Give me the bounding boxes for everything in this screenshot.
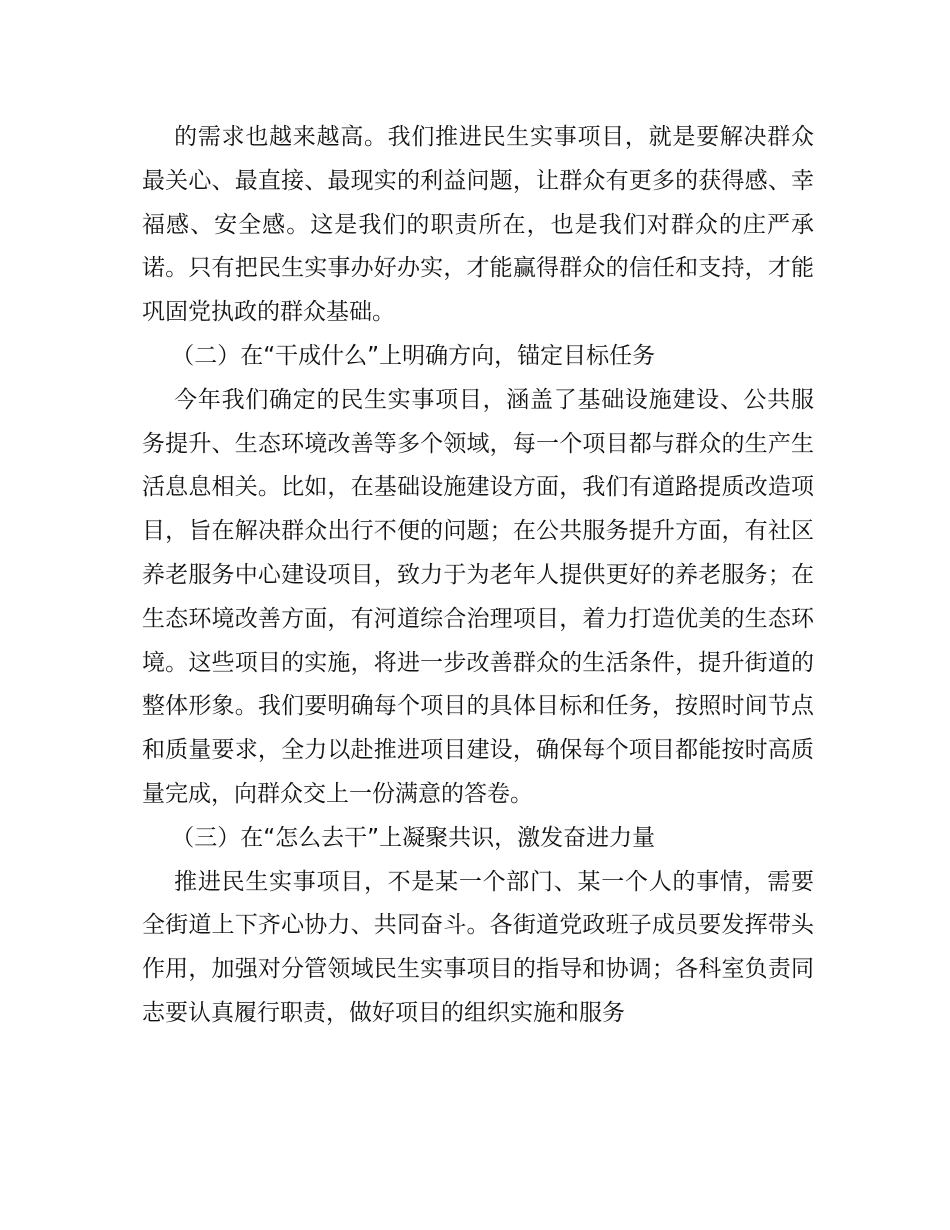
body-paragraph-2: 今年我们确定的民生实事项目，涵盖了基础设施建设、公共服务提升、生态环境改善等多个领域，每一个项目都与群众的生产生活息息相关。比如，在基础设施建设方面，我们有道路提质改造项目，旨在解决群众出行不便的问题；在公共服务提升方面，有社区养老服务中心建设项目，致力于为老年人提供更好的养老服务；在生态环境改善方面，有河道综合治理项目，着力打造优美的生态环境。这些项目的实施，将进一步改善群众的生活条件，提升街道的整体形象。我们要明确每个项目的具体目标和任务，按照时间节点和质量要求，全力以赴推进项目建设，确保每个项目都能按时高质量完成，向群众交上一份满意的答卷。 bbox=[142, 386, 815, 807]
section-heading-2: （二）在“干成什么”上明确方向，锚定目标任务 bbox=[142, 342, 656, 369]
document-body bbox=[142, 116, 814, 1036]
body-paragraph-1: 的需求也越来越高。我们推进民生实事项目，就是要解决群众最关心、最直接、最现实的利益问题，让群众有更多的获得感、幸福感、安全感。这是我们的职责所在，也是我们对群众的庄严承诺。只有把民生实事办好办实，才能赢得群众的信任和支持，才能巩固党执政的群众基础。 bbox=[142, 124, 815, 326]
section-heading-3: （三）在“怎么去干”上凝聚共识，激发奋进力量 bbox=[142, 824, 656, 851]
body-paragraph-3: 推进民生实事项目，不是某一个部门、某一个人的事情，需要全街道上下齐心协力、共同奋斗。各街道党政班子成员要发挥带头作用，加强对分管领域民生实事项目的指导和协调；各科室负责同志要认真履行职责，做好项目的组织实施和服务 bbox=[142, 868, 815, 1026]
